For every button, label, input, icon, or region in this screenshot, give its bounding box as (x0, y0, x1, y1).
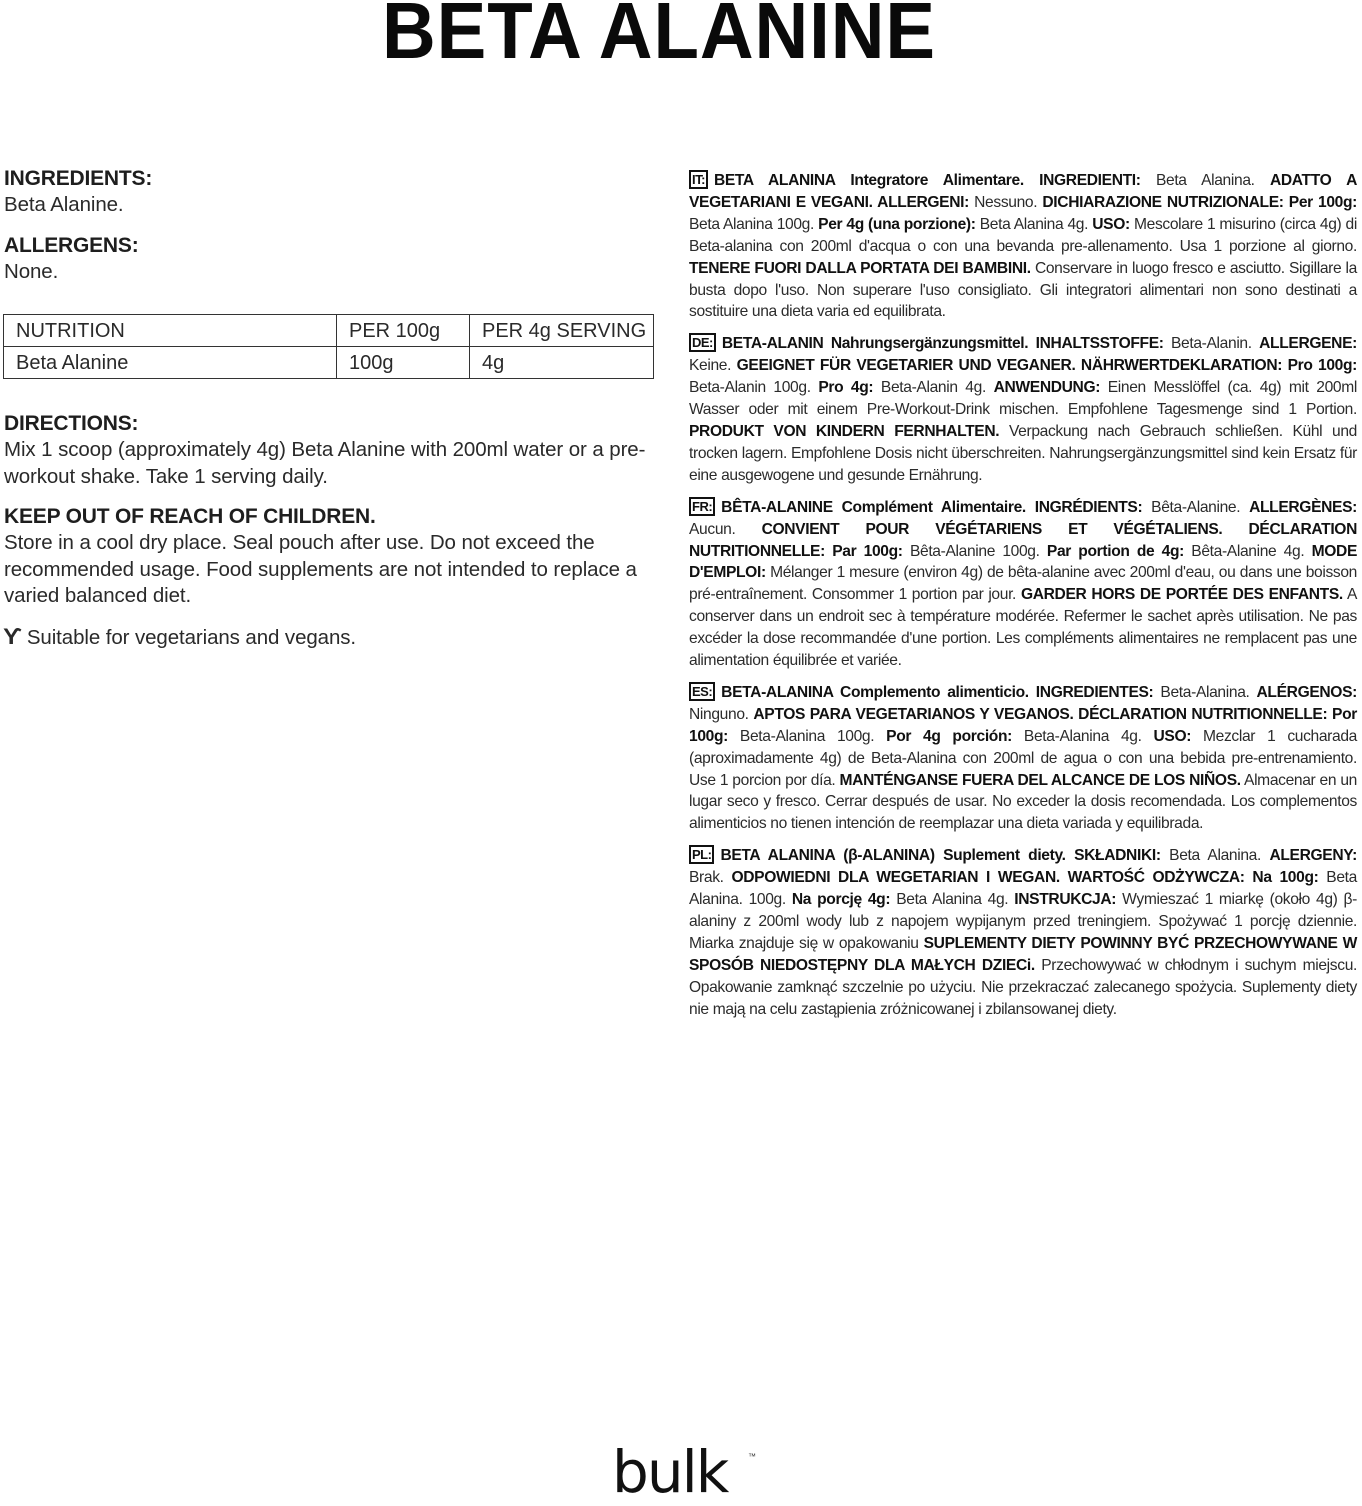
directions-heading: DIRECTIONS: (4, 412, 139, 435)
language-code-badge: FR: (689, 497, 715, 516)
bold-text-segment: DICHIARAZIONE NUTRIZIONALE: Per 100g: (1042, 193, 1358, 211)
warning-heading: KEEP OUT OF REACH OF CHILDREN. (4, 505, 376, 528)
vegan-text: Suitable for vegetarians and vegans. (26, 625, 357, 649)
text-segment: Keine. (689, 357, 737, 375)
text-segment: Beta Alanina. (1140, 172, 1270, 189)
allergens-text: None. (4, 259, 59, 283)
bold-text-segment: GEEIGNET FÜR VEGETARIER UND VEGANER. NÄHRWERTDEKLARATION: Pro 100g: (736, 357, 1357, 375)
translation-es (689, 682, 1357, 835)
text-segment: Mélanger 1 mesure (environ 4g) de bêta-alanine avec 200ml d'eau, ou dans une boisson pré-entraînement. Consommer 1 portion par jour. (689, 564, 1357, 604)
directions-text: Mix 1 scoop (approximately 4g) Beta Alanine with 200ml water or a pre-workout shake. Take 1 serving daily. (4, 438, 646, 488)
product-title: BETA ALANINE (382, 0, 936, 75)
text-segment: Beta Alanina 4g. (890, 891, 1015, 909)
bold-text-segment: ALERGENY: (1269, 847, 1357, 865)
bold-text-segment: TENERE FUORI DALLA PORTATA DEI BAMBINI. (689, 259, 1031, 277)
directions-section (4, 411, 654, 651)
text-segment: Beta Alanina 4g. (975, 215, 1093, 233)
language-code-badge: IT: (689, 170, 708, 189)
text-segment: Einen Messlöffel (ca. 4g) mit 200ml Wasser oder mit einem Pre-Workout-Drink mischen. Empfohlene Tagesmenge sind 1 Portion. (689, 379, 1358, 419)
bold-text-segment: USO: (1092, 215, 1130, 233)
text-segment: Bêta-Alanine. (1142, 498, 1250, 516)
bold-text-segment: MODE D'EMPLOI: (689, 542, 1357, 582)
text-segment: Ninguno. (689, 705, 754, 723)
language-code-badge: ES: (689, 682, 715, 701)
text-segment: Beta-Alanin 4g. (873, 379, 994, 397)
text-segment: Beta Alanina 100g. (689, 215, 819, 233)
bold-text-segment: Por 4g porción: (886, 727, 1012, 745)
text-segment: Verpackung nach Gebrauch schließen. Kühl und trocken lagern. Empfohlene Dosis nicht überschreiten. Nahrungsergänzungsmittel sind kein Ersatz für eine ausgewogene und gesunde Ernährung. (689, 422, 1357, 484)
text-segment: A conserver dans un endroit sec à température modérée. Refermer le sachet après utilisation. Ne pas excéder la dose recommandée d'une portion. Les compléments alimentaires ne remplacent pas une alimentation équilibrée et variée. (689, 586, 1357, 670)
per-100g-value-cell: 100g (337, 347, 470, 379)
text-segment: Beta-Alanina 100g. (728, 727, 887, 745)
bold-text-segment: INSTRUKCJA: (1014, 891, 1117, 909)
text-segment: Wymieszać 1 miarkę (około 4g) β-alaniny z 200ml wody lub z napojem wypijanym przed treningiem. Spożywać 1 porcję dziennie. Miarka znajduje się w opakowaniu (689, 891, 1357, 952)
bold-text-segment: BETA ALANINA (β-ALANINA) Suplement diety. SKŁADNIKI: (720, 847, 1161, 865)
text-segment: Beta-Alanina. (1153, 683, 1257, 701)
ingredients-text: Beta Alanine. (4, 193, 124, 216)
bold-text-segment: USO: (1153, 727, 1192, 745)
bold-text-segment: Na porcję 4g: (791, 891, 891, 909)
bold-text-segment: BETA-ALANINA Complemento alimenticio. INGREDIENTES: (721, 683, 1154, 701)
bold-text-segment: MANTÉNGANSE FUERA DEL ALCANCE DE LOS NIÑOS. (839, 771, 1241, 789)
per-serving-header-cell: PER 4g SERVING (470, 315, 654, 347)
bold-text-segment: ANWENDUNG: (993, 379, 1101, 397)
text-segment: Nessuno. (968, 193, 1043, 211)
bold-text-segment: ALLERGÈNES: (1249, 498, 1357, 516)
translations-panel (689, 170, 1357, 1031)
english-label-panel (4, 166, 654, 285)
bold-text-segment: Pro 4g: (818, 379, 874, 397)
bold-text-segment: BETA ALANINA Integratore Alimentare. INGREDIENTI: (713, 172, 1141, 189)
bold-text-segment: GARDER HORS DE PORTÉE DES ENFANTS. (1020, 586, 1343, 604)
vegan-v-icon: ϒ (3, 623, 22, 649)
text-segment: Brak. (689, 869, 732, 887)
bulk-logo: bulk (612, 1438, 728, 1506)
text-segment: Mezclar 1 cucharada (aproximadamente 4g) de Beta-Alanina con 200ml de agua o con una bebida pre-entrenamiento. Use 1 porcion por día. (689, 727, 1357, 789)
bold-text-segment: Per 4g (una porzione): (818, 215, 976, 233)
text-segment: Beta-Alanina 4g. (1012, 727, 1154, 745)
translation-it (689, 170, 1357, 323)
text-segment: Bêta-Alanine 100g. (902, 542, 1047, 560)
ingredients-heading: INGREDIENTS: (4, 167, 153, 190)
nutrient-name-cell: Beta Alanine (4, 347, 337, 379)
warning-text: Store in a cool dry place. Seal pouch after use. Do not exceed the recommended usage. Food supplements are not intended to replace a varied balanced diet. (4, 531, 637, 607)
translation-fr (689, 497, 1357, 672)
translation-pl (689, 845, 1357, 1020)
bold-text-segment: ODPOWIEDNI DLA WEGETARIAN I WEGAN. WARTOŚĆ ODŻYWCZA: Na 100g: (731, 869, 1319, 887)
vegan-statement (4, 624, 654, 652)
text-segment: Przechowywać w chłodnym i suchym miejscu. Opakowanie zamknąć szczelnie po użyciu. Nie przekraczać zalecanego spożycia. Suplementy diety nie mają na celu zastąpienia zróżnicowanej i zbilansowanej diety. (689, 956, 1357, 1018)
trademark-symbol: ™ (748, 1452, 756, 1461)
nutrition-header-cell: NUTRITION (4, 315, 337, 347)
allergens-heading: ALLERGENS: (4, 233, 139, 257)
text-segment: Beta Alanina. (1160, 847, 1270, 865)
bold-text-segment: Par portion de 4g: (1046, 542, 1184, 560)
language-code-badge: DE: (689, 333, 716, 352)
bold-text-segment: ADATTO A VEGETARIANI E VEGANI. ALLERGENI: (689, 172, 1357, 211)
bold-text-segment: CONVIENT POUR VÉGÉTARIENS ET VÉGÉTALIENS. DÉCLARATION NUTRITIONNELLE: Par 100g: (689, 520, 1357, 560)
nutrition-table-header-row (4, 315, 654, 347)
text-segment: Beta-Alanin. (1163, 335, 1260, 353)
text-segment: Conservare in luogo fresco e asciutto. Sigillare la busta dopo l'uso. Non superare l'uso consigliato. Gli integratori alimentari non sono destinati a sostituire una dieta varia ed equilibrata. (689, 259, 1357, 321)
bold-text-segment: BÊTA-ALANINE Complément Alimentaire. INGRÉDIENTS: (721, 498, 1143, 516)
per-100g-header-cell: PER 100g (337, 315, 470, 347)
bold-text-segment: ALLERGENE: (1259, 335, 1357, 353)
nutrition-table (3, 314, 654, 379)
language-code-badge: PL: (689, 845, 714, 864)
bold-text-segment: PRODUKT VON KINDERN FERNHALTEN. (689, 422, 1000, 440)
bold-text-segment: SUPLEMENTY DIETY POWINNY BYĆ PRZECHOWYWANE W SPOSÓB NIEDOSTĘPNY DLA MAŁYCH DZIECi. (689, 934, 1357, 974)
bold-text-segment: BETA-ALANIN Nahrungsergänzungsmittel. INHALTSSTOFFE: (721, 335, 1164, 353)
text-segment: Beta-Alanin 100g. (689, 379, 819, 397)
translation-de (689, 333, 1357, 486)
bold-text-segment: ALÉRGENOS: (1256, 683, 1357, 701)
per-serving-value-cell: 4g (470, 347, 654, 379)
bold-text-segment: APTOS PARA VEGETARIANOS Y VEGANOS. DÉCLARATION NUTRITIONNELLE: Por 100g: (689, 705, 1357, 745)
text-segment: Beta Alanina. 100g. (689, 869, 1357, 909)
text-segment: Bêta-Alanine 4g. (1183, 542, 1312, 560)
text-segment: Almacenar en un lugar seco y fresco. Cerrar después de usar. No exceder la dosis recomendada. Los complementos alimenticios no tienen intención de reemplazar una dieta variada y equilibrada. (689, 771, 1357, 833)
table-row (4, 347, 654, 379)
text-segment: Mescolare 1 misurino (circa 4g) di Beta-alanina con 200ml d'acqua o con una bevanda pre-allenamento. Usa 1 porzione al giorno. (689, 215, 1357, 255)
text-segment: Aucun. (689, 520, 762, 538)
